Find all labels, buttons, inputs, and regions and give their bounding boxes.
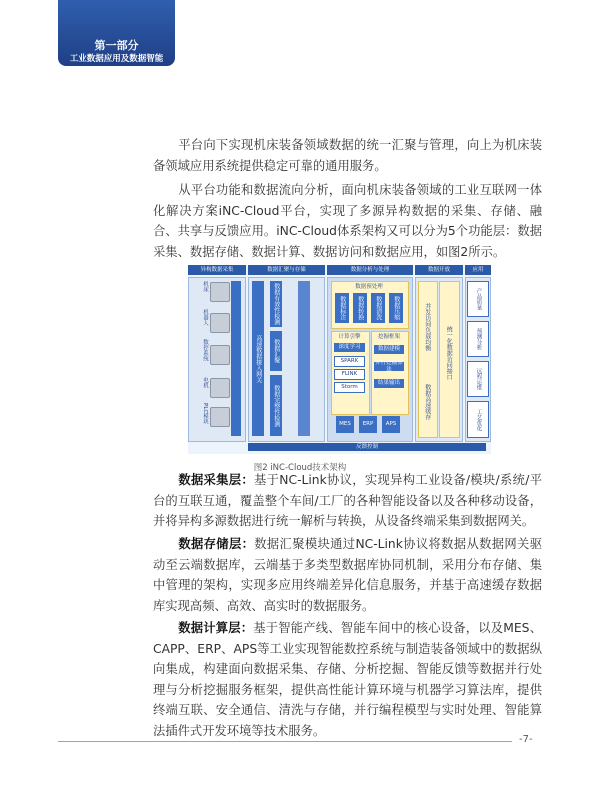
device-label-robot: 机器人 [202, 309, 208, 326]
compute-spark: SPARK [334, 356, 365, 367]
footer-rule [58, 741, 512, 742]
paragraph-compute: 数据计算层：基于智能产线、智能车间中的核心设备，以及MES、CAPP、ERP、APS等工业实现智能数控系统与制造装备领域中的数据纵向集成，构建面向数据采集、存储、分析挖掘、智能反馈等数据并行处理与分析挖掘服务框架，提供高性能计算环境与机器学习算法库，提供终端互联、安全通信、清洗与存储，并行编程模型与实时处理、智能算法插件式开发环境等技术服务。 [153, 621, 542, 738]
page-number: -7- [519, 734, 533, 745]
mining-title: 挖掘框架 [377, 334, 400, 340]
preprocess-convert: 数据转换 [353, 293, 367, 323]
header-collection: 异构数据采集 [188, 265, 246, 275]
section-tab [58, 0, 175, 66]
app-remote: 远程运维 [467, 361, 489, 397]
preprocess-clean: 数据清洗 [371, 293, 385, 323]
section-subtitle: 工业数据应用及数据智能 [69, 54, 164, 64]
robot-image [210, 313, 230, 333]
device-label-motor: 电机 [202, 377, 208, 388]
paragraph-2: 从平台功能和数据流向分析，面向机床装备领域的工业互联网一体化解决方案iNC-Cloud平台，实现了多源异构数据的采集、存储、融合、共享与反馈应用。iNC-Cloud体系架构又可以分为5个功能层：数据采集、数据存储、数据计算、数据访问和数据应用，如图2所示。 [153, 183, 542, 259]
storage-heading: 数据存储层： [178, 537, 255, 551]
device-bus [231, 281, 241, 436]
device-label-machine: 机床 [202, 281, 208, 292]
device-label-cnc: 数控系统 [202, 339, 208, 361]
preprocess-title: 数据预处理 [355, 284, 383, 290]
section-part-label: 第一部分 [94, 39, 139, 52]
storage-integrity: 数据完整性检测 [270, 375, 282, 436]
header-analysis: 数据分析与处理 [327, 265, 413, 275]
compute-heading: 数据计算层： [178, 621, 254, 635]
figure-caption: 图2 iNC-Cloud技术架构 [253, 463, 347, 473]
open-load-balance: 并发访问负载均衡 [423, 303, 431, 351]
system-aps: APS [382, 416, 400, 433]
preprocess-compress: 数据压缩 [389, 293, 403, 323]
mining-modeling: 数据建模 [374, 345, 404, 354]
collection-heading: 数据采集层： [178, 473, 255, 487]
machine-tool-image [210, 282, 230, 302]
feedback-bar: 反馈控制 [248, 443, 486, 451]
system-erp: ERP [359, 416, 377, 433]
device-label-plc: PLC模块 [202, 403, 208, 425]
mining-parallel: 并行挖掘算法 [375, 359, 403, 373]
storage-aggregation: 数据汇聚 [270, 331, 282, 371]
paragraph-storage: 数据存储层：数据汇聚模块通过NC-Link协议将数据从数据网关驱动至云端数据库，云端基于多类型数据库协同机制，采用分布存储、集中管理的架构，实现多应用终端差异化信息服务，并基于高速缓存数据库实现高频、高效、高实时的数据服务。 [153, 537, 542, 613]
open-unified-interface: 统一化数据访问接口 [445, 325, 453, 380]
mining-output: 结果输出 [374, 379, 404, 388]
system-mes: MES [336, 416, 354, 433]
compute-deep-learning: 深度学习 [334, 343, 365, 352]
storage-database [298, 281, 310, 436]
header-apps: 应用 [465, 265, 491, 275]
compute-flink: FLINK [334, 369, 365, 380]
paragraph-collection: 数据采集层：基于NC-Link协议，实现异构工业设备/模块/系统/平台的互联互通，覆盖整个车间/工厂的各种智能设备以及各种移动设备，并将异构多源数据进行统一解析与转换，从设备终端采集到数据网关。 [153, 473, 542, 528]
header-open: 数据开放 [415, 265, 463, 275]
compute-title: 计算引擎 [338, 334, 361, 340]
plc-image [210, 407, 230, 427]
motor-image [210, 378, 230, 398]
header-storage: 数据汇聚与存储 [248, 265, 325, 275]
open-cache: 数据高速缓存 [423, 384, 431, 420]
app-prediction: 预测分析 [467, 321, 489, 357]
preprocess-label: 数据标注 [335, 293, 349, 323]
compute-storm: Storm [334, 382, 365, 393]
gateway-bar: 高速数据接入网关 [252, 281, 264, 436]
storage-validity: 数据有效性检测 [270, 281, 282, 327]
cnc-system-image [210, 345, 230, 365]
architecture-diagram [188, 265, 491, 454]
app-quality: 产品质量 [467, 281, 489, 317]
paragraph-1: 平台向下实现机床装备领域数据的统一汇聚与管理，向上为机床装备领域应用系统提供稳定可靠的通用服务。 [153, 138, 542, 173]
app-process: 工艺优化 [467, 401, 489, 438]
